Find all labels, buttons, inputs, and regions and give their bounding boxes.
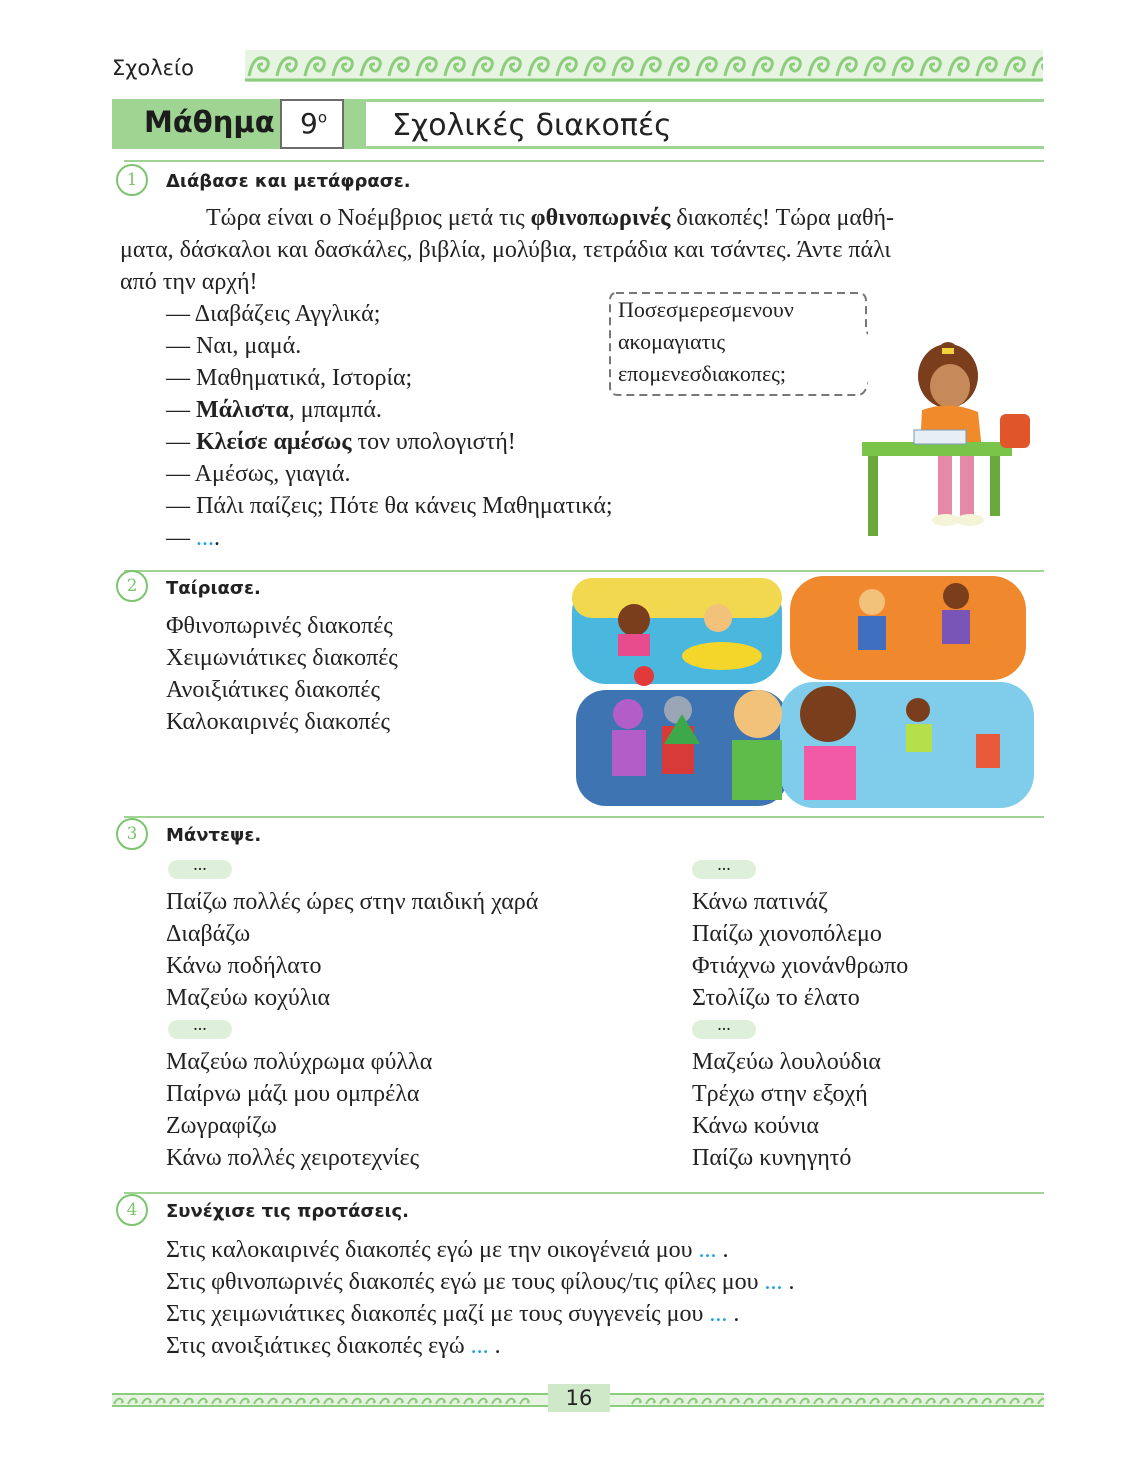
sentence-prompt: Στις χειμωνιάτικες διακοπές μαζί με τους συγγενείς μου ... . — [166, 1301, 740, 1327]
season-item: Καλοκαιρινές διακοπές — [166, 709, 391, 735]
activity-item: Παίρνω μάζι μου ομπρέλα — [166, 1081, 420, 1107]
ex1-intro-line-2: ματα, δάσκαλοι και δασκάλες, βιβλία, μολύβια, τετράδια και τσάντες. Άντε πάλι — [120, 237, 891, 263]
exercise-2-divider — [124, 570, 1044, 572]
girl-studying-illustration — [850, 330, 1040, 540]
activity-item: Μαζεύω λουλούδια — [692, 1049, 881, 1075]
speech-bubble-text: Ποσεσμερεσμενουν ακομαγιατις επομενεσδιακοπες; — [618, 297, 794, 386]
dialogue-line: — Διαβάζεις Αγγλικά; — [166, 301, 381, 327]
guess-blank-pill: ... — [692, 1020, 756, 1039]
dialogue-line: — Ναι, μαμά. — [166, 333, 302, 359]
guess-blank-pill: ... — [692, 860, 756, 879]
sentence-prompt: Στις ανοιξιάτικες διακοπές εγώ ... . — [166, 1333, 501, 1359]
page-number: 16 — [548, 1384, 610, 1412]
sentence-prompt: Στις φθινοπωρινές διακοπές εγώ με τους φίλους/τις φίλες μου ... . — [166, 1269, 795, 1295]
activity-item: Κάνω κούνια — [692, 1113, 819, 1139]
activity-item: Στολίζω το έλατο — [692, 985, 860, 1011]
guess-blank-pill: ... — [168, 860, 232, 879]
exercise-3-title: Μάντεψε. — [166, 825, 262, 846]
lesson-number-box — [280, 99, 344, 149]
lesson-title-box — [366, 99, 1044, 149]
dialogue-line: — Κλείσε αμέσως τον υπολογιστή! — [166, 429, 516, 455]
exercise-3-number: 3 — [116, 818, 148, 850]
exercise-3-divider — [124, 816, 1044, 818]
exercise-4-divider — [124, 1192, 1044, 1194]
sentence-prompt: Στις καλοκαιρινές διακοπές εγώ με την οικογένειά μου ... . — [166, 1237, 729, 1263]
activity-item: Κάνω ποδήλατο — [166, 953, 322, 979]
activity-item: Παίζω χιονοπόλεμο — [692, 921, 882, 947]
season-item: Χειμωνιάτικες διακοπές — [166, 645, 398, 671]
dialogue-line: — Πάλι παίζεις; Πότε θα κάνεις Μαθηματικά; — [166, 493, 613, 519]
activity-item: Διαβάζω — [166, 921, 251, 947]
exercise-4-title: Συνέχισε τις προτάσεις. — [166, 1201, 409, 1222]
dialogue-line: — Μάλιστα, μπαμπά. — [166, 397, 382, 423]
activity-item: Τρέχω στην εξοχή — [692, 1081, 868, 1107]
exercise-1-number: 1 — [116, 164, 148, 196]
greek-key-border-top — [245, 50, 1043, 82]
dialogue-line: — Αμέσως, γιαγιά. — [166, 461, 351, 487]
activity-item: Μαζεύω πολύχρωμα φύλλα — [166, 1049, 433, 1075]
seasons-illustration — [572, 574, 1034, 810]
activity-item: Φτιάχνω χιονάνθρωπο — [692, 953, 909, 979]
season-item: Ανοιξιάτικες διακοπές — [166, 677, 380, 703]
exercise-1-title: Διάβασε και μετάφρασε. — [166, 171, 411, 192]
ex1-intro-line-1: Τώρα είναι ο Νοέμβριος μετά τις φθινοπωρινές διακοπές! Τώρα μαθή- — [206, 205, 895, 231]
exercise-4-number: 4 — [116, 1194, 148, 1226]
activity-item: Παίζω κυνηγητό — [692, 1145, 852, 1171]
section-label: Σχολείο — [112, 56, 194, 80]
dialogue-line: — .... — [166, 525, 220, 551]
activity-item: Κάνω πολλές χειροτεχνίες — [166, 1145, 420, 1171]
lesson-label: Μάθημα — [144, 105, 275, 139]
lesson-number: $9^o$ — [300, 107, 328, 140]
guess-blank-pill: ... — [168, 1020, 232, 1039]
activity-item: Μαζεύω κοχύλια — [166, 985, 331, 1011]
ex1-intro-line-3: από την αρχή! — [120, 269, 258, 295]
exercise-1-divider — [124, 160, 1044, 162]
activity-item: Ζωγραφίζω — [166, 1113, 277, 1139]
lesson-header-bar — [112, 99, 1044, 149]
exercise-2-title: Ταίριασε. — [166, 578, 261, 599]
activity-item: Κάνω πατινάζ — [692, 889, 828, 915]
activity-item: Παίζω πολλές ώρες στην παιδική χαρά — [166, 889, 539, 915]
season-item: Φθινοπωρινές διακοπές — [166, 613, 393, 639]
exercise-2-number: 2 — [116, 570, 148, 602]
lesson-title: Σχολικές διακοπές — [392, 108, 672, 143]
dialogue-line: — Μαθηματικά, Ιστορία; — [166, 365, 413, 391]
